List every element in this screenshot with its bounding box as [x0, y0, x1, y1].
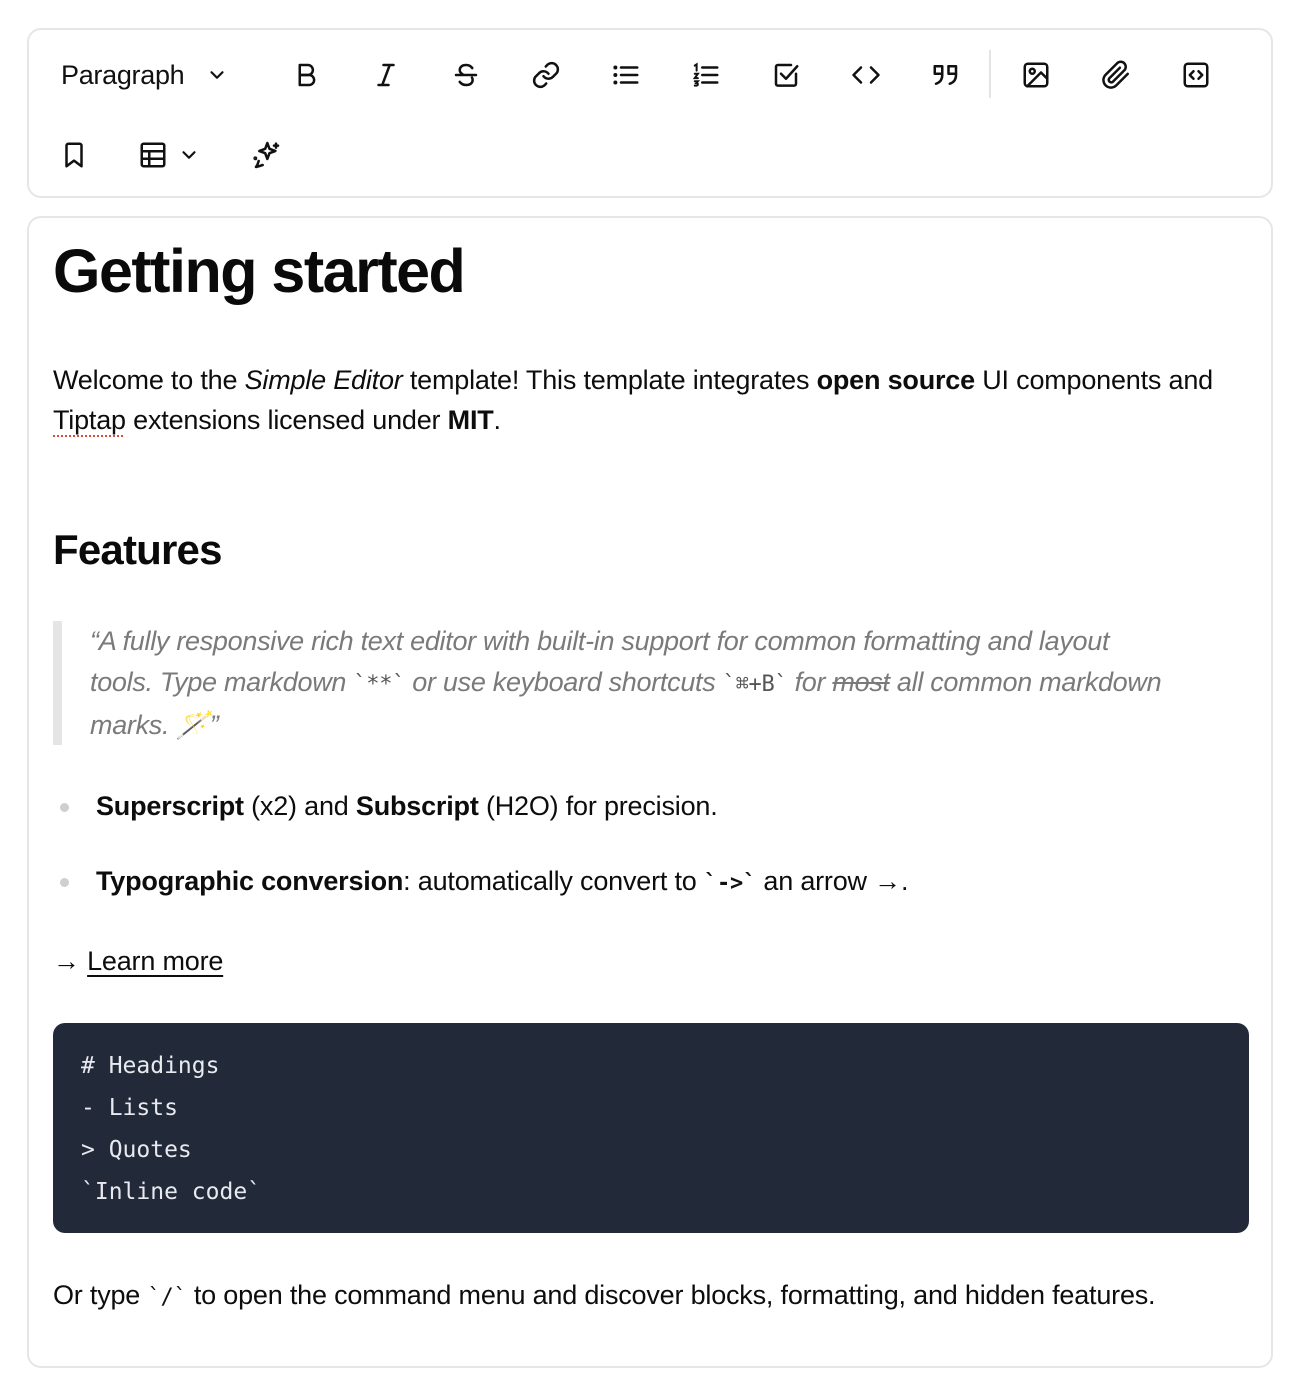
chevron-down-icon — [206, 64, 228, 86]
list-bold: Superscript — [96, 791, 244, 821]
block-type-dropdown[interactable] — [49, 47, 249, 103]
list-item — [53, 786, 1243, 861]
list-text: : automatically convert to — [403, 866, 704, 896]
outro-text: to open the command menu and discover blocks, formatting, and hidden features. — [186, 1280, 1156, 1310]
italic-button[interactable] — [361, 47, 411, 103]
code-block-icon — [1181, 60, 1211, 90]
editor-toolbar — [27, 28, 1273, 198]
link-button[interactable] — [521, 47, 571, 103]
intro-text: . — [493, 405, 501, 435]
ai-button[interactable] — [241, 127, 291, 183]
intro-bold: open source — [816, 365, 975, 395]
list-text: an arrow →. — [756, 866, 909, 896]
intro-text: Welcome to the — [53, 365, 245, 395]
quote-text: tools. Type markdown — [90, 667, 354, 697]
intro-text: UI components and — [974, 365, 1213, 395]
blockquote — [53, 621, 1243, 745]
attachment-button[interactable] — [1091, 47, 1141, 103]
code-button[interactable] — [841, 47, 891, 103]
quote-text: for — [787, 667, 833, 697]
blockquote-icon — [931, 60, 961, 90]
quote-line: “A fully responsive rich text editor with built-in support for common formatting and layout — [90, 626, 1110, 656]
outro-text: Or type — [53, 1280, 148, 1310]
quote-text: or use keyboard shortcuts — [405, 667, 723, 697]
attachment-icon — [1101, 60, 1131, 90]
image-icon — [1021, 60, 1051, 90]
task-list-icon — [771, 60, 801, 90]
table-dropdown-button[interactable] — [129, 127, 209, 183]
strikethrough-text: most — [832, 667, 890, 697]
bold-button[interactable] — [281, 47, 331, 103]
features-heading: Features — [53, 526, 222, 573]
ai-sparkle-icon — [250, 139, 282, 171]
chevron-down-icon — [178, 144, 200, 166]
toolbar-separator — [989, 50, 991, 98]
list-text: (x2) and — [243, 791, 356, 821]
quote-text: all common markdown — [889, 667, 1162, 697]
intro-italic: Simple Editor — [244, 365, 403, 395]
inline-code: `->` — [703, 871, 757, 896]
list-bold: Typographic conversion — [96, 866, 404, 896]
code-block-button[interactable] — [1171, 47, 1221, 103]
code-line: `Inline code` — [81, 1179, 262, 1205]
list-text: (H2O) for precision. — [478, 791, 718, 821]
intro-bold: MIT — [447, 405, 494, 435]
bold-icon — [291, 60, 321, 90]
strike-icon — [451, 60, 481, 90]
table-icon — [138, 140, 168, 170]
blockquote-button[interactable] — [921, 47, 971, 103]
code-icon — [851, 60, 881, 90]
strike-button[interactable] — [441, 47, 491, 103]
intro-paragraph — [53, 360, 1253, 440]
inline-code: `⌘+B` — [722, 672, 788, 697]
bullet-list-button[interactable] — [601, 47, 651, 103]
intro-text: template! This template integrates — [402, 365, 817, 395]
code-line: > Quotes — [81, 1137, 192, 1163]
inline-code: `**` — [353, 672, 406, 697]
italic-icon — [371, 60, 401, 90]
misspelled-word: Tiptap — [53, 405, 126, 435]
quote-line — [90, 662, 1243, 705]
code-line: - Lists — [81, 1095, 178, 1121]
learn-more-paragraph — [53, 941, 223, 981]
inline-code: `/` — [147, 1285, 187, 1310]
intro-text: extensions licensed under — [125, 405, 448, 435]
bullet-list-icon — [611, 60, 641, 90]
bullet-dot — [60, 803, 69, 812]
block-type-label: Paragraph — [61, 59, 185, 90]
bullet-dot — [60, 878, 69, 887]
ordered-list-icon — [691, 60, 721, 90]
learn-more-link[interactable]: Learn more — [87, 946, 224, 976]
bookmark-icon — [59, 140, 89, 170]
code-line: # Headings — [81, 1053, 220, 1079]
arrow-text: → — [53, 946, 88, 976]
bookmark-button[interactable] — [49, 127, 99, 183]
list-bold: Subscript — [355, 791, 479, 821]
image-button[interactable] — [1011, 47, 1061, 103]
list-item — [53, 861, 1243, 936]
ordered-list-button[interactable] — [681, 47, 731, 103]
quote-line: marks. 🪄” — [90, 710, 219, 740]
task-list-button[interactable] — [761, 47, 811, 103]
code-block — [53, 1023, 1249, 1233]
editor-content[interactable] — [27, 216, 1273, 1368]
feature-list — [53, 786, 1243, 936]
link-icon — [531, 60, 561, 90]
document-title: Getting started — [53, 237, 465, 305]
outro-paragraph — [53, 1275, 1253, 1318]
